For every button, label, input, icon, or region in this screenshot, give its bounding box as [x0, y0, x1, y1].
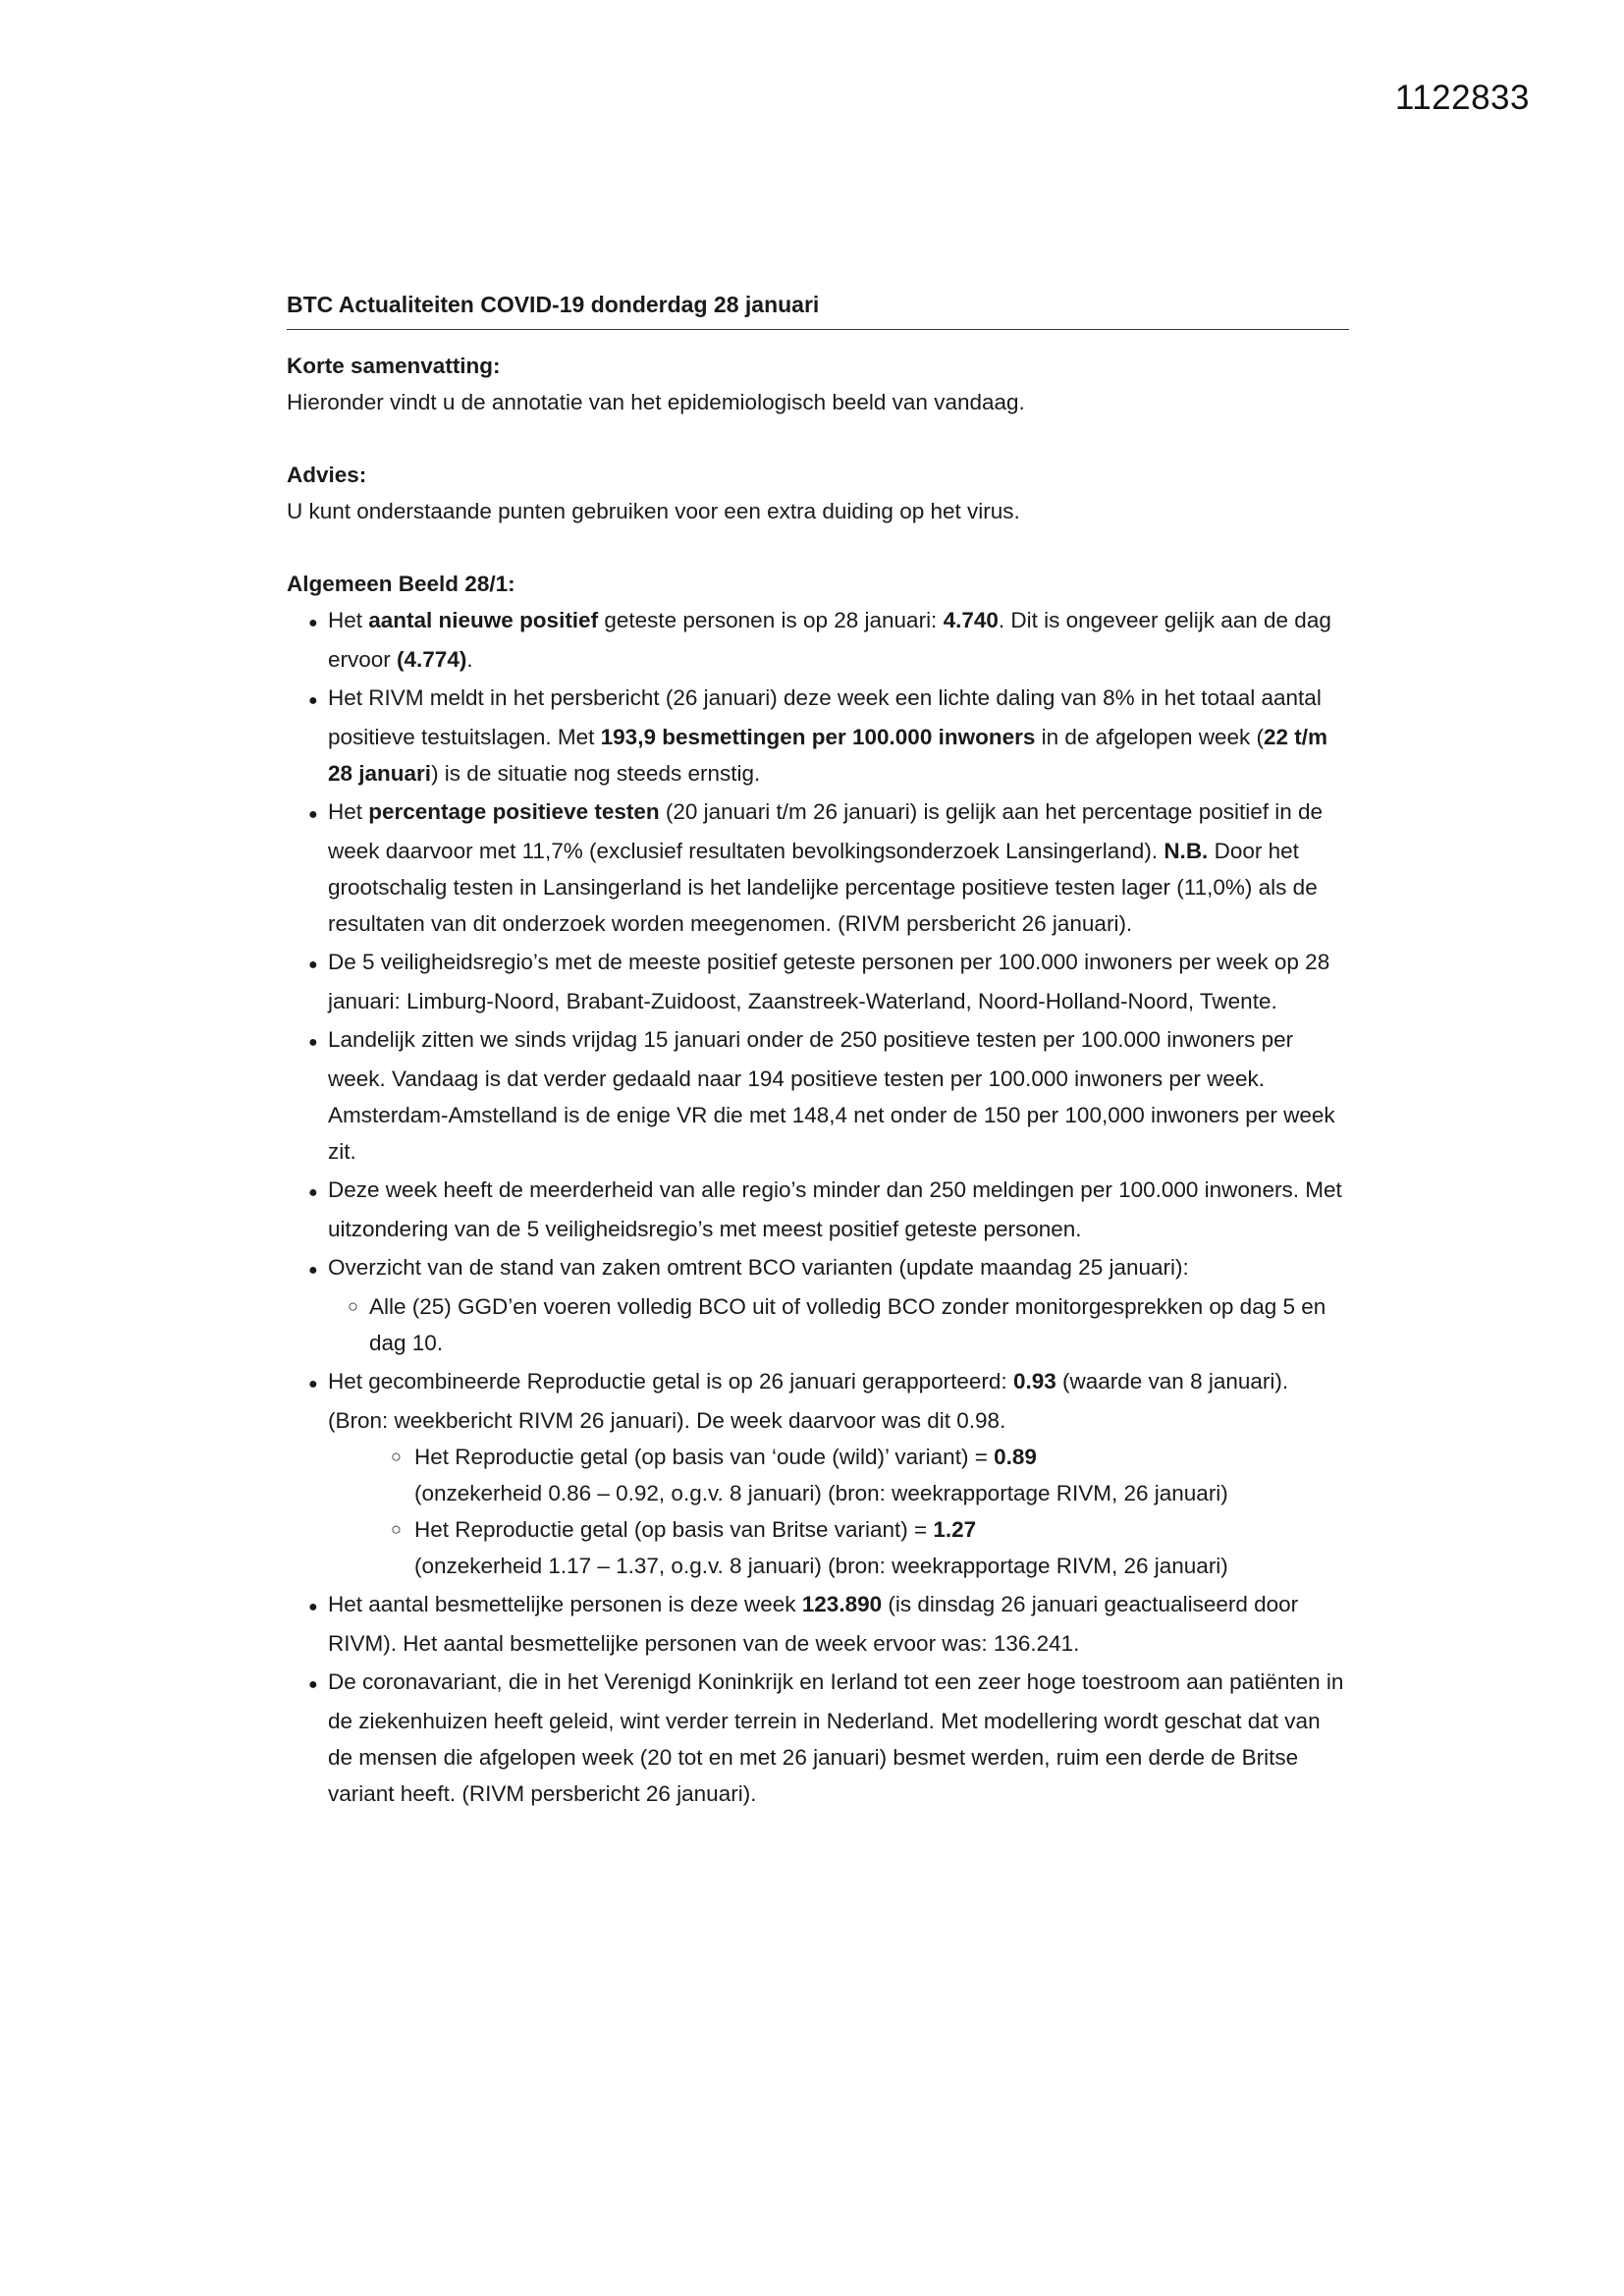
list-item: ● De 5 veiligheidsregio’s met de meeste positief geteste personen per 100.000 inwoners per week op 28 januari: Limburg-Noord, Brabant-Zuidoost, Zaanstreek-Waterland, Noord-Holland-Noord, Twente. — [287, 944, 1349, 1019]
sub-list-item: ○ Alle (25) GGD’en voeren volledig BCO uit of volledig BCO zonder monitorgesprekken op dag 5 en dag 10. — [328, 1288, 1349, 1361]
list-item: ● Overzicht van de stand van zaken omtrent BCO varianten (update maandag 25 januari): ○ Alle (25) GGD’en voeren volledig BCO uit of volledig BCO zonder monitorgesprekken op dag 5 en dag 10. — [287, 1249, 1349, 1361]
spacer — [287, 529, 1349, 566]
circle-bullet-icon: ○ — [391, 1519, 402, 1539]
document-id: 1122833 — [1394, 79, 1530, 117]
list-item: ● Het RIVM meldt in het persbericht (26 januari) deze week een lichte daling van 8% in het totaal aantal positieve testuitslagen. Met 193,9 besmettingen per 100.000 inwoners in de afgelopen week (22 t/m 28 januari) is de situatie nog steeds ernstig. — [287, 680, 1349, 792]
sub-list-item: ○ Het Reproductie getal (op basis van Britse variant) = 1.27 (onzekerheid 1.17 – 1.37, o.g.v. 8 januari) (bron: weekrapportage RIVM, 26 januari) — [328, 1511, 1349, 1584]
list-item: ● Deze week heeft de meerderheid van alle regio’s minder dan 250 meldingen per 100.000 inwoners. Met uitzondering van de 5 veiligheidsregio’s met meest positief geteste personen. — [287, 1172, 1349, 1247]
bullet-icon: ● — [308, 692, 318, 709]
bullet-icon: ● — [308, 1262, 318, 1279]
summary-text: Hieronder vindt u de annotatie van het epidemiologisch beeld van vandaag. — [287, 390, 1025, 414]
list-item: ● Het aantal besmettelijke personen is deze week 123.890 (is dinsdag 26 januari geactualiseerd door RIVM). Het aantal besmettelijke personen van de week ervoor was: 136.241. — [287, 1586, 1349, 1662]
bullet-icon: ● — [308, 1034, 318, 1051]
document-body — [287, 287, 1349, 1814]
sub-list — [328, 1288, 1349, 1361]
overview-list — [287, 602, 1349, 1812]
advice-text: U kunt onderstaande punten gebruiken voor een extra duiding op het virus. — [287, 499, 1020, 523]
sub-list-item: ○ Het Reproductie getal (op basis van ‘oude (wild)’ variant) = 0.89 (onzekerheid 0.86 – 0.92, o.g.v. 8 januari) (bron: weekrapportage RIVM, 26 januari) — [328, 1439, 1349, 1511]
bullet-icon: ● — [308, 1676, 318, 1693]
circle-bullet-icon: ○ — [348, 1296, 358, 1316]
list-item: ● De coronavariant, die in het Verenigd Koninkrijk en Ierland tot een zeer hoge toestroom aan patiënten in de ziekenhuizen heeft geleid, wint verder terrein in Nederland. Met modellering wordt geschat dat van de mensen die afgelopen week (20 tot en met 26 januari) besmet werden, ruim een derde de Britse variant heeft. (RIVM persbericht 26 januari). — [287, 1664, 1349, 1812]
bullet-icon: ● — [308, 806, 318, 823]
list-item: ● Het gecombineerde Reproductie getal is op 26 januari gerapporteerd: 0.93 (waarde van 8 januari). (Bron: weekbericht RIVM 26 januari). De week daarvoor was dit 0.98. ○ Het Reproductie getal (op basis van ‘oude (wild)’ variant) = 0.89 (onzekerheid 0.86 – 0.92, o.g.v. 8 januari) (bron: weekrapportage RIVM, 26 januari) ○ Het Reproductie getal (op basis van Britse variant) = 1.27 (onzekerheid 1.17 – 1.37, o.g.v. 8 januari) (bron: weekrapportage RIVM, 26 januari) — [287, 1363, 1349, 1584]
list-item: ● Het aantal nieuwe positief geteste personen is op 28 januari: 4.740. Dit is ongeveer gelijk aan de dag ervoor (4.774). — [287, 602, 1349, 678]
advice-label: Advies: — [287, 463, 367, 487]
sub-list — [328, 1439, 1349, 1584]
spacer — [287, 420, 1349, 457]
list-item: ● Het percentage positieve testen (20 januari t/m 26 januari) is gelijk aan het percentage positief in de week daarvoor met 11,7% (exclusief resultaten bevolkingsonderzoek Lansingerland). N.B. Door het grootschalig testen in Lansingerland is het landelijke percentage positieve testen lager (11,0%) als de resultaten van dit onderzoek worden meegenomen. (RIVM persbericht 26 januari). — [287, 793, 1349, 942]
overview-label: Algemeen Beeld 28/1: — [287, 572, 515, 596]
circle-bullet-icon: ○ — [391, 1447, 402, 1466]
document-title: BTC Actualiteiten COVID-19 donderdag 28 januari — [287, 287, 1349, 330]
bullet-icon: ● — [308, 957, 318, 973]
bullet-icon: ● — [308, 1184, 318, 1201]
bullet-icon: ● — [308, 615, 318, 631]
bullet-icon: ● — [308, 1376, 318, 1393]
bullet-icon: ● — [308, 1599, 318, 1615]
summary-label: Korte samenvatting: — [287, 354, 501, 378]
list-item: ● Landelijk zitten we sinds vrijdag 15 januari onder de 250 positieve testen per 100.000 inwoners per week. Vandaag is dat verder gedaald naar 194 positieve testen per 100.000 inwoners per week. Amsterdam-Amstelland is de enige VR die met 148,4 net onder de 150 per 100,000 inwoners per week zit. — [287, 1021, 1349, 1170]
